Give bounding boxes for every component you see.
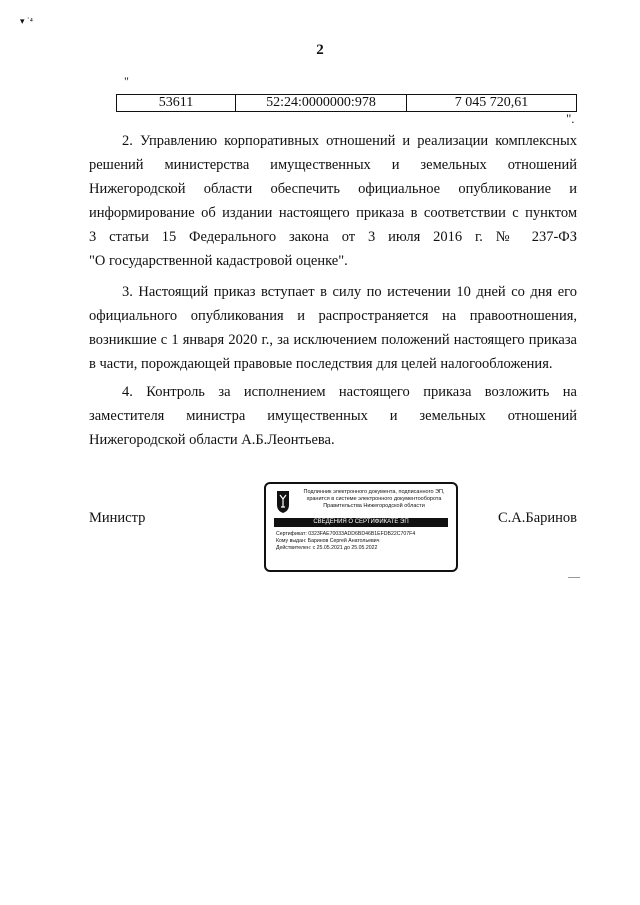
table-row	[117, 95, 577, 112]
text-line: 4. Контроль за исполнением настоящего приказа возложить на	[122, 384, 577, 400]
certificate-info-bar: СВЕДЕНИЯ О СЕРТИФИКАТЕ ЭП	[274, 518, 448, 527]
text-line: Нижегородской области обеспечить официальное опубликование и	[89, 181, 577, 197]
stamp-header	[294, 489, 454, 510]
stamp-header-line: Подлинник электронного документа, подписанного ЭП,	[303, 489, 445, 495]
text-line: решений министерства имущественных и земельных отношений	[89, 157, 577, 173]
certificate-validity: Действителен: с 25.05.2021 до 25.05.2022	[276, 545, 378, 551]
close-quote: ".	[566, 111, 575, 126]
table-cell-cadastral-number: 52:24:0000000:978	[236, 95, 407, 112]
text-line: возникшие с 1 января 2020 г., за исключением положений настоящего приказа	[89, 332, 577, 348]
text-line: официального опубликования и распространяется на правоотношения,	[89, 308, 577, 324]
text-line: 2. Управлению корпоративных отношений и реализации комплексных	[122, 133, 577, 149]
text-line: информирование об издании настоящего приказа в соответствии с пунктом	[89, 205, 577, 221]
text-line: заместителя министра имущественных и земельных отношений	[89, 408, 577, 424]
text-line: "О государственной кадастровой оценке".	[89, 253, 348, 269]
cadastral-value-table	[116, 94, 577, 112]
certificate-owner: Кому выдан: Баринов Сергей Анатольевич	[276, 538, 380, 544]
open-quote: "	[124, 74, 129, 88]
table-cell-number: 53611	[117, 95, 236, 112]
signatory-title: Министр	[89, 510, 146, 526]
paragraph-4	[89, 380, 577, 452]
paragraph-2	[89, 129, 577, 273]
scan-mark: ▾ ˙⁴	[20, 16, 33, 26]
certificate-serial: Сертификат: 0323FAE70033ADD6BD46B1EFDB22C707F4	[276, 531, 416, 537]
deer-emblem-icon	[276, 490, 290, 514]
text-line: 3. Настоящий приказ вступает в силу по истечении 10 дней со дня его	[122, 284, 577, 300]
text-line: 3 статьи 15 Федерального закона от 3 июля 2016 г. № 237-ФЗ	[89, 229, 577, 245]
text-line: Нижегородской области А.Б.Леонтьева.	[89, 432, 335, 448]
stamp-header-line: Правительства Нижегородской области	[323, 503, 425, 509]
paragraph-3	[89, 280, 577, 376]
stamp-header-line: хранится в системе электронного документооборота	[306, 496, 442, 502]
electronic-signature-stamp	[264, 482, 458, 572]
certificate-details	[276, 531, 415, 552]
page-number: 2	[316, 42, 324, 58]
table-cell-cadastral-value: 7 045 720,61	[407, 95, 577, 112]
text-line: в части, порождающей правовые последствия для целей налогообложения.	[89, 356, 553, 372]
signatory-name: С.А.Баринов	[498, 510, 578, 526]
scan-artifact-line	[568, 577, 580, 578]
